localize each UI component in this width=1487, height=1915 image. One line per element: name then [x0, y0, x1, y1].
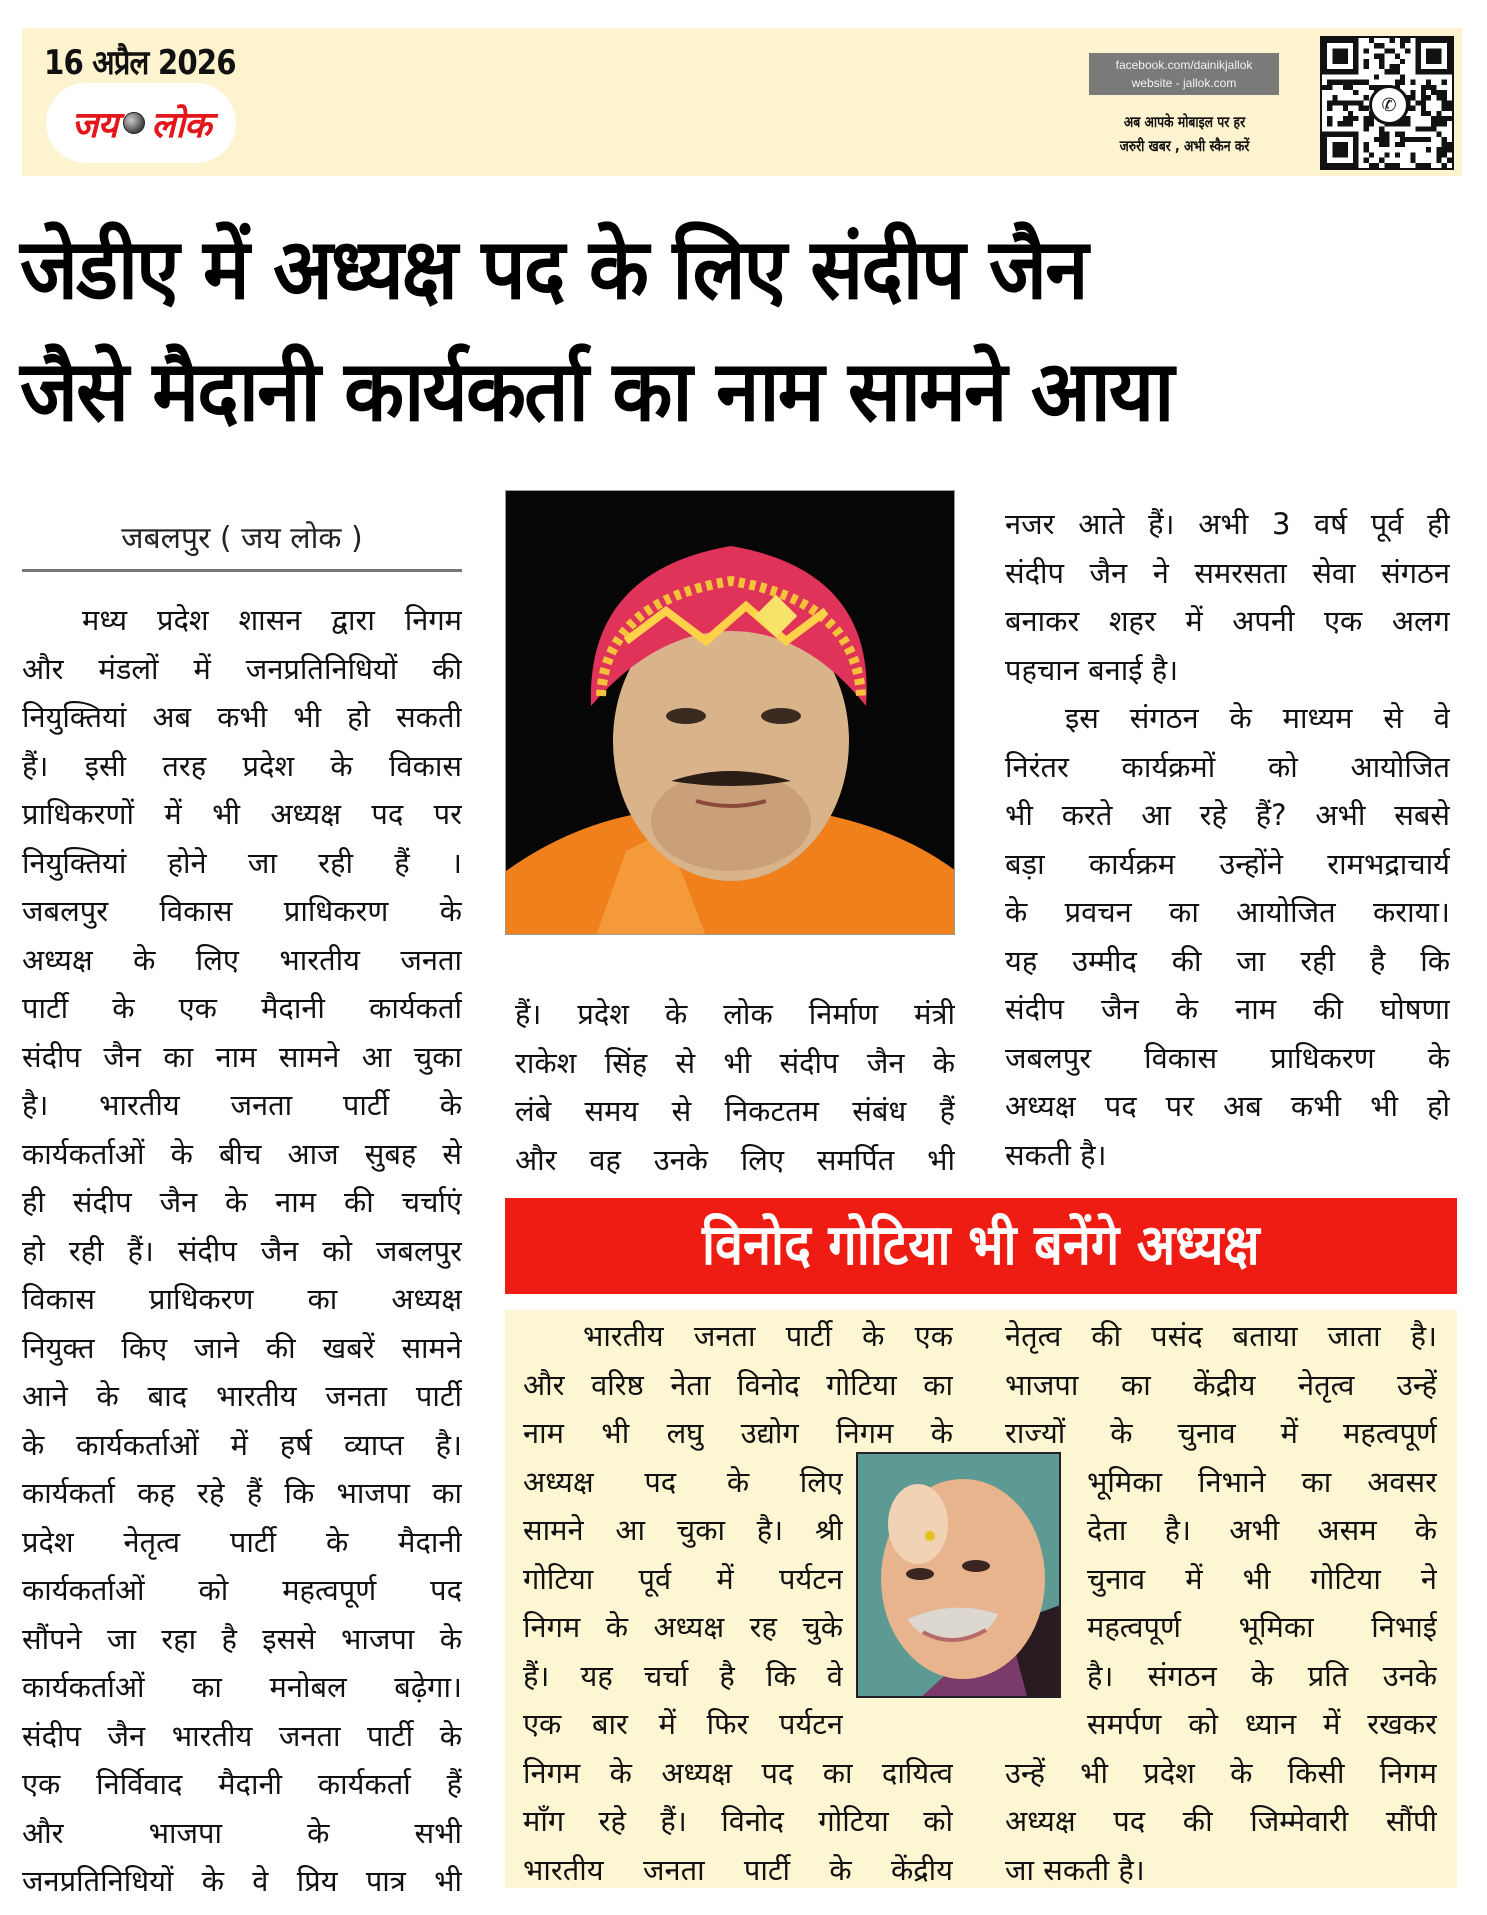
qr-module: [1416, 137, 1421, 142]
text-line: नियुक्तियां अब कभी भी हो सकती: [22, 700, 462, 734]
text-line: सकती है।: [1005, 1137, 1107, 1172]
text-line: पहचान बनाई है।: [1005, 652, 1179, 687]
qr-module: [1436, 158, 1441, 163]
text-line: नियुक्त किए जाने की खबरें सामने: [22, 1330, 462, 1365]
text-line: अध्यक्ष के लिए भारतीय जनता: [22, 942, 462, 977]
qr-module: [1400, 121, 1405, 126]
qr-module: [1332, 95, 1337, 100]
qr-module: [1421, 137, 1426, 142]
qr-module: [1369, 85, 1374, 90]
qr-module: [1442, 95, 1447, 100]
qr-module: [1332, 100, 1337, 105]
qr-finder-module: [1332, 142, 1348, 158]
scan-prompt-line2: जरुरी खबर , अभी स्कैन करें: [1119, 137, 1250, 155]
text-line: कार्यकर्ताओं को महत्वपूर्ण पद: [22, 1573, 462, 1607]
text-line: संदीप जैन ने समरसता सेवा संगठन: [1005, 555, 1450, 590]
qr-module: [1374, 163, 1379, 168]
text-line: इस संगठन के माध्यम से वे: [1065, 701, 1450, 735]
qr-module: [1369, 121, 1374, 126]
logo-word-right: लोक: [151, 104, 211, 146]
qr-module: [1431, 126, 1436, 131]
qr-module: [1442, 137, 1447, 142]
text-line: संदीप जैन भारतीय जनता पार्टी के: [22, 1718, 462, 1753]
qr-module: [1436, 90, 1441, 95]
text-line: गोटिया पूर्व में पर्यटन: [523, 1561, 843, 1596]
text-line: राज्यों के चुनाव में महत्वपूर्ण: [1005, 1416, 1437, 1450]
text-line: और वह उनके लिए समर्पित भी: [515, 1142, 955, 1177]
text-line: और भाजपा के सभी: [22, 1815, 462, 1850]
text-line: जा सकती है।: [1005, 1852, 1145, 1887]
main-article-right-column: [1005, 500, 1450, 1179]
text-line: राकेश सिंह से भी संदीप जैन के: [515, 1045, 955, 1080]
qr-module: [1353, 80, 1358, 85]
qr-module: [1400, 43, 1405, 48]
qr-module: [1395, 69, 1400, 74]
qr-module: [1348, 111, 1353, 116]
qr-module: [1327, 100, 1332, 105]
text-line: नियुक्तियां होने जा रही हैं ।: [22, 845, 462, 880]
qr-module: [1343, 80, 1348, 85]
qr-module: [1447, 142, 1452, 147]
qr-module: [1353, 100, 1358, 105]
qr-module: [1395, 80, 1400, 85]
text-line: नेतृत्व की पसंद बताया जाता है।: [1005, 1319, 1437, 1353]
qr-module: [1364, 147, 1369, 152]
scan-prompt-line1: अब आपके मोबाइल पर हर: [1123, 113, 1246, 131]
text-line: हैं। यह चर्चा है कि वे: [523, 1658, 843, 1693]
qr-module: [1390, 69, 1395, 74]
text-line: कार्यकर्ताओं के बीच आज सुबह से: [22, 1136, 462, 1171]
text-line: नाम भी लघु उद्योग निगम के: [523, 1416, 953, 1450]
qr-module: [1447, 158, 1452, 163]
qr-module: [1364, 126, 1369, 131]
qr-module: [1426, 147, 1431, 152]
qr-module: [1327, 116, 1332, 121]
qr-module: [1436, 95, 1441, 100]
qr-module: [1447, 116, 1452, 121]
qr-module: [1442, 90, 1447, 95]
qr-module: [1384, 69, 1389, 74]
qr-module: [1395, 54, 1400, 59]
qr-module: [1421, 111, 1426, 116]
headline-line-1: जेडीए में अध्यक्ष पद के लिए संदीप जैन: [20, 220, 1087, 318]
facebook-link[interactable]: facebook.com/dainikjallok: [1115, 58, 1253, 72]
text-line: के प्रवचन का आयोजित कराया।: [1005, 895, 1450, 929]
qr-module: [1390, 48, 1395, 53]
qr-module: [1416, 163, 1421, 168]
qr-module: [1442, 121, 1447, 126]
second-article-title: विनोद गोटिया भी बनेंगे अध्यक्ष: [702, 1213, 1260, 1278]
qr-module: [1369, 38, 1374, 43]
main-article-middle-column: [515, 990, 955, 1184]
qr-module: [1343, 106, 1348, 111]
qr-module: [1442, 142, 1447, 147]
qr-module: [1426, 137, 1431, 142]
qr-module: [1379, 54, 1384, 59]
text-line: कार्यकर्ताओं का मनोबल बढ़ेगा।: [22, 1670, 462, 1704]
qr-module: [1343, 85, 1348, 90]
qr-module: [1379, 43, 1384, 48]
text-line: प्राधिकरणों में भी अध्यक्ष पद पर: [22, 797, 462, 831]
qr-module: [1421, 90, 1426, 95]
text-line: संदीप जैन के नाम की घोषणा: [1005, 992, 1450, 1026]
qr-module: [1390, 38, 1395, 43]
qr-module: [1384, 48, 1389, 53]
text-line: भी करते आ रहे हैं? अभी सबसे: [1005, 798, 1450, 832]
text-line: और वरिष्ठ नेता विनोद गोटिया का: [523, 1367, 953, 1402]
qr-module: [1447, 147, 1452, 152]
text-line: जबलपुर विकास प्राधिकरण के: [1005, 1040, 1450, 1075]
text-line: सामने आ चुका है। श्री: [523, 1513, 843, 1547]
qr-module: [1405, 121, 1410, 126]
issue-date: 16 अप्रैल 2026: [44, 43, 236, 83]
qr-module: [1379, 142, 1384, 147]
text-line: है। संगठन के प्रति उनके: [1087, 1658, 1437, 1693]
text-line: महत्वपूर्ण भूमिका निभाई: [1087, 1610, 1437, 1644]
qr-module: [1343, 100, 1348, 105]
qr-module: [1442, 100, 1447, 105]
qr-module: [1369, 163, 1374, 168]
qr-module: [1379, 64, 1384, 69]
qr-module: [1374, 74, 1379, 79]
text-line: यह उम्मीद की जा रही है कि: [1005, 943, 1450, 978]
qr-module: [1421, 106, 1426, 111]
text-line: निगम के अध्यक्ष पद का दायित्व: [523, 1755, 953, 1790]
qr-module: [1421, 100, 1426, 105]
qr-module: [1364, 158, 1369, 163]
qr-module: [1400, 38, 1405, 43]
qr-module: [1436, 116, 1441, 121]
text-line: जबलपुर विकास प्राधिकरण के: [22, 894, 462, 928]
text-line: भारतीय जनता पार्टी के केंद्रीय: [523, 1852, 953, 1887]
main-article-left-column: [22, 596, 462, 1906]
text-line: भाजपा का केंद्रीय नेतृत्व उन्हें: [1005, 1367, 1437, 1402]
qr-module: [1379, 158, 1384, 163]
qr-module: [1400, 74, 1405, 79]
qr-module: [1431, 116, 1436, 121]
qr-module: [1374, 54, 1379, 59]
globe-icon: [123, 112, 145, 134]
qr-module: [1348, 116, 1353, 121]
qr-module: [1343, 116, 1348, 121]
qr-module: [1426, 95, 1431, 100]
qr-module: [1442, 116, 1447, 121]
text-line: और मंडलों में जनप्रतिनिधियों की: [22, 651, 462, 686]
qr-module: [1379, 59, 1384, 64]
qr-module: [1327, 85, 1332, 90]
scan-prompt: [1100, 110, 1268, 158]
qr-module: [1436, 111, 1441, 116]
qr-module: [1426, 163, 1431, 168]
qr-module: [1348, 121, 1353, 126]
text-line: भारतीय जनता पार्टी के एक: [583, 1319, 953, 1353]
qr-module: [1416, 100, 1421, 105]
qr-module: [1395, 163, 1400, 168]
qr-module: [1390, 64, 1395, 69]
qr-module: [1405, 38, 1410, 43]
text-line: विकास प्राधिकरण का अध्यक्ष: [22, 1282, 462, 1316]
qr-module: [1348, 85, 1353, 90]
qr-module: [1410, 152, 1415, 157]
text-line: प्रदेश नेतृत्व पार्टी के मैदानी: [22, 1524, 462, 1559]
qr-module: [1327, 80, 1332, 85]
qr-module: [1364, 80, 1369, 85]
qr-module: [1384, 132, 1389, 137]
qr-module: [1405, 137, 1410, 142]
text-line: हो रही हैं। संदीप जैन को जबलपुर: [22, 1233, 462, 1268]
qr-module: [1327, 121, 1332, 126]
text-line: निगम के अध्यक्ष रह चुके: [523, 1610, 843, 1644]
qr-module: [1384, 152, 1389, 157]
qr-module: [1421, 85, 1426, 90]
qr-module: [1395, 132, 1400, 137]
second-article-banner: [505, 1198, 1457, 1294]
qr-module: [1364, 142, 1369, 147]
qr-module: [1327, 106, 1332, 111]
qr-module: [1410, 80, 1415, 85]
website-link[interactable]: website - jallok.com: [1131, 76, 1237, 90]
qr-module: [1364, 59, 1369, 64]
qr-module: [1442, 152, 1447, 157]
qr-module: [1369, 152, 1374, 157]
qr-module: [1436, 132, 1441, 137]
qr-module: [1384, 142, 1389, 147]
qr-module: [1436, 147, 1441, 152]
qr-module: [1384, 163, 1389, 168]
qr-module: [1358, 100, 1363, 105]
text-line: हैं। प्रदेश के लोक निर्माण मंत्री: [515, 997, 955, 1031]
qr-module: [1400, 132, 1405, 137]
qr-module: [1405, 48, 1410, 53]
qr-module: [1400, 59, 1405, 64]
logo-word-left: जय: [71, 104, 118, 146]
text-line: अध्यक्ष पद के लिए: [523, 1464, 843, 1499]
qr-module: [1353, 90, 1358, 95]
text-line: कार्यकर्ता कह रहे हैं कि भाजपा का: [22, 1476, 462, 1510]
qr-module: [1348, 100, 1353, 105]
qr-module: [1395, 64, 1400, 69]
text-line: माँग रहे हैं। विनोद गोटिया को: [523, 1804, 953, 1838]
qr-module: [1426, 80, 1431, 85]
vinod-gotiya-photo: [856, 1452, 1061, 1698]
text-line: उन्हें भी प्रदेश के किसी निगम: [1005, 1755, 1437, 1790]
qr-module: [1426, 111, 1431, 116]
headline-line-2: जैसे मैदानी कार्यकर्ता का नाम सामने आया: [20, 342, 1173, 440]
text-line: मध्य प्रदेश शासन द्वारा निगम: [82, 603, 462, 637]
qr-module: [1374, 43, 1379, 48]
qr-module: [1426, 126, 1431, 131]
qr-module: [1358, 80, 1363, 85]
qr-module: [1395, 152, 1400, 157]
qr-module: [1410, 137, 1415, 142]
qr-module: [1410, 106, 1415, 111]
qr-module: [1442, 163, 1447, 168]
text-line: बड़ा कार्यक्रम उन्होंने रामभद्राचार्य: [1005, 846, 1450, 881]
qr-module: [1405, 116, 1410, 121]
qr-module: [1400, 137, 1405, 142]
text-line: अध्यक्ष पद पर अब कभी भी हो: [1005, 1089, 1450, 1123]
text-line: एक बार में फिर पर्यटन: [523, 1707, 843, 1741]
portrait-illustration: [858, 1454, 1061, 1698]
text-line: एक निर्विवाद मैदानी कार्यकर्ता हैं: [22, 1767, 462, 1801]
text-line: निरंतर कार्यक्रमों को आयोजित: [1005, 749, 1450, 784]
text-line: अध्यक्ष पद की जिम्मेवारी सौंपी: [1005, 1804, 1437, 1838]
qr-module: [1436, 121, 1441, 126]
qr-module: [1426, 85, 1431, 90]
newspaper-logo[interactable]: [46, 83, 236, 163]
qr-finder-module: [1332, 48, 1348, 64]
text-line: है। भारतीय जनता पार्टी के: [22, 1088, 462, 1122]
qr-module: [1421, 95, 1426, 100]
qr-module: [1379, 132, 1384, 137]
whatsapp-icon: ✆: [1369, 85, 1409, 125]
qr-module: [1374, 137, 1379, 142]
qr-module: [1384, 137, 1389, 142]
portrait-illustration: [506, 491, 955, 935]
text-line: भूमिका निभाने का अवसर: [1087, 1464, 1437, 1499]
qr-module: [1348, 80, 1353, 85]
qr-module: [1364, 106, 1369, 111]
qr-module: [1332, 80, 1337, 85]
qr-module: [1364, 48, 1369, 53]
qr-module: [1358, 106, 1363, 111]
qr-module: [1421, 163, 1426, 168]
qr-module: [1343, 121, 1348, 126]
text-line: देता है। अभी असम के: [1087, 1513, 1437, 1547]
text-line: समर्पण को ध्यान में रखकर: [1087, 1707, 1437, 1741]
qr-module: [1390, 163, 1395, 168]
qr-module: [1421, 126, 1426, 131]
qr-module: [1395, 142, 1400, 147]
text-line: के कार्यकर्ताओं में हर्ष व्याप्त है।: [22, 1427, 462, 1462]
text-line: संदीप जैन का नाम सामने आ चुका: [22, 1039, 462, 1074]
qr-module: [1442, 80, 1447, 85]
text-line: ही संदीप जैन के नाम की चर्चाएं: [22, 1185, 462, 1219]
qr-module: [1442, 147, 1447, 152]
qr-module: [1447, 106, 1452, 111]
qr-module: [1400, 80, 1405, 85]
qr-module: [1379, 126, 1384, 131]
text-line: नजर आते हैं। अभी 3 वर्ष पूर्व ही: [1005, 507, 1450, 541]
qr-module: [1364, 95, 1369, 100]
qr-module: [1416, 126, 1421, 131]
qr-module: [1447, 100, 1452, 105]
qr-module: [1338, 121, 1343, 126]
social-links-box: [1089, 53, 1279, 95]
qr-module: [1436, 152, 1441, 157]
text-line: पार्टी के एक मैदानी कार्यकर्ता: [22, 991, 462, 1025]
text-line: हैं। इसी तरह प्रदेश के विकास: [22, 748, 462, 783]
qr-module: [1431, 90, 1436, 95]
text-line: जनप्रतिनिधियों के वे प्रिय पात्र भी: [22, 1864, 462, 1898]
article-dateline: जबलपुर ( जय लोक ): [22, 516, 462, 572]
qr-module: [1322, 85, 1327, 90]
sandeep-jain-photo: [505, 490, 955, 935]
qr-module: [1338, 100, 1343, 105]
text-line: सौंपने जा रहा है इससे भाजपा के: [22, 1621, 462, 1656]
text-line: आने के बाद भारतीय जनता पार्टी: [22, 1379, 462, 1413]
qr-module: [1379, 137, 1384, 142]
qr-module: [1410, 158, 1415, 163]
qr-finder-module: [1426, 48, 1442, 64]
main-headline: [20, 208, 1470, 452]
qr-module: [1364, 64, 1369, 69]
second-article-right-column: [1005, 1312, 1437, 1894]
masthead: [22, 28, 1462, 176]
qr-module: [1364, 116, 1369, 121]
qr-module: [1364, 121, 1369, 126]
qr-module: [1442, 106, 1447, 111]
text-line: चुनाव में भी गोटिया ने: [1087, 1561, 1437, 1596]
text-line: लंबे समय से निकटतम संबंध हैं: [515, 1094, 955, 1128]
text-line: बनाकर शहर में अपनी एक अलग: [1005, 604, 1450, 638]
qr-module: [1431, 85, 1436, 90]
qr-module: [1410, 90, 1415, 95]
qr-module: [1410, 95, 1415, 100]
qr-module: [1353, 116, 1358, 121]
whatsapp-qr-code[interactable]: [1320, 36, 1454, 170]
qr-module: [1431, 121, 1436, 126]
qr-module: [1338, 80, 1343, 85]
qr-module: [1400, 142, 1405, 147]
